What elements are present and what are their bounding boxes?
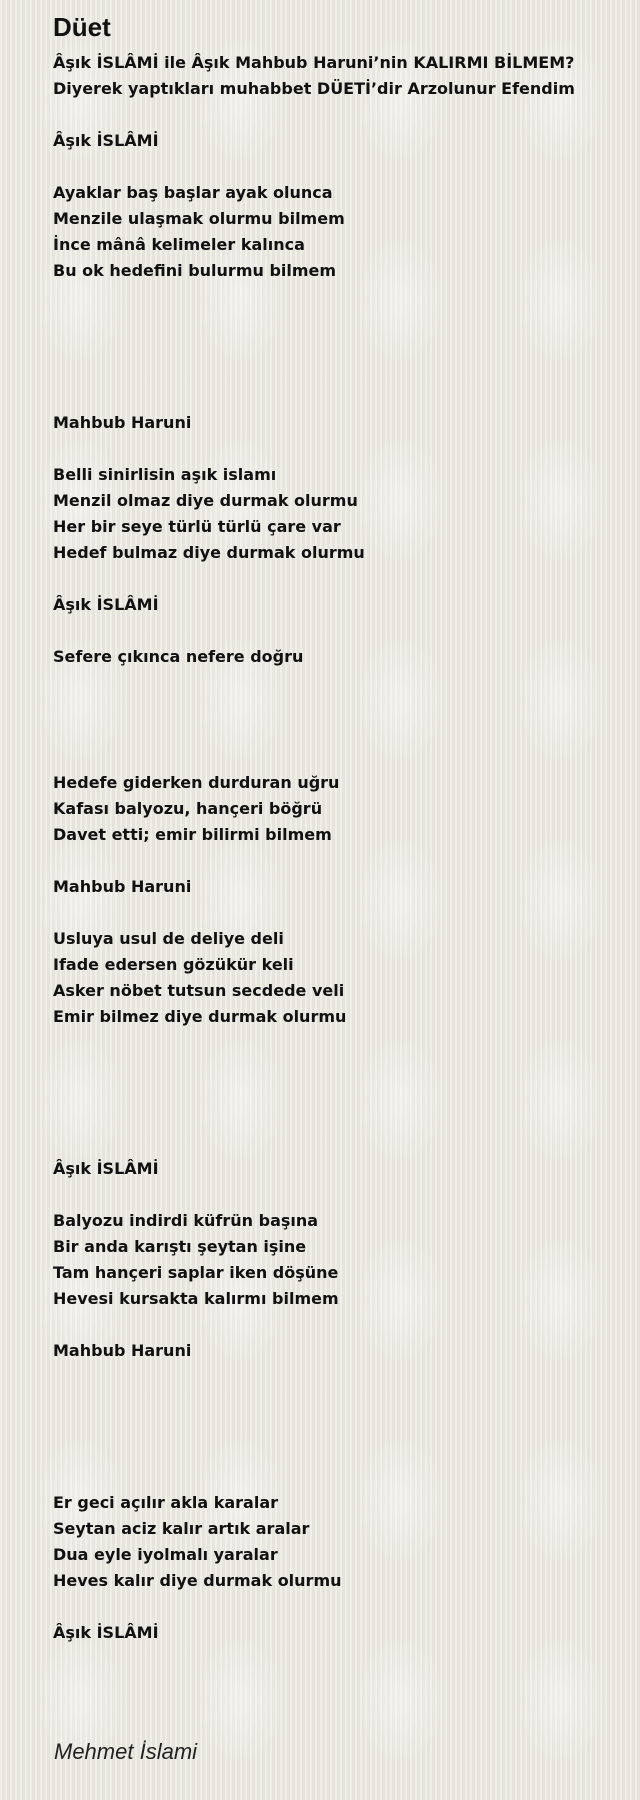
poem-line: Hedefe giderken durduran uğru xyxy=(53,773,340,792)
speaker-label: Mahbub Haruni xyxy=(53,413,192,432)
author-signature: Mehmet İslami xyxy=(54,1739,198,1764)
poem-line: Asker nöbet tutsun secdede veli xyxy=(53,981,345,1000)
poem-line: Tam hançeri saplar iken döşüne xyxy=(53,1263,339,1282)
poem-line: Heves kalır diye durmak olurmu xyxy=(53,1571,342,1590)
poem-line: Er geci açılır akla karalar xyxy=(53,1493,279,1512)
speaker-label: Âşık İSLÂMİ xyxy=(53,1159,159,1178)
poem-line: Her bir seye türlü türlü çare var xyxy=(53,517,341,536)
poem-line: Emir bilmez diye durmak olurmu xyxy=(53,1007,347,1026)
poem-line: İnce mânâ kelimeler kalınca xyxy=(53,235,305,254)
speaker-label: Mahbub Haruni xyxy=(53,1341,192,1360)
poem-line: Belli sinirlisin aşık islamı xyxy=(53,465,277,484)
poem-line: Ayaklar baş başlar ayak olunca xyxy=(53,183,333,202)
poem-line: Menzile ulaşmak olurmu bilmem xyxy=(53,209,345,228)
poem-line: Hevesi kursakta kalırmı bilmem xyxy=(53,1289,339,1308)
poem-line: Balyozu indirdi küfrün başına xyxy=(53,1211,319,1230)
poem-line: Usluya usul de deliye deli xyxy=(53,929,284,948)
poem-line: Seytan aciz kalır artık aralar xyxy=(53,1519,310,1538)
poem-line: Davet etti; emir bilirmi bilmem xyxy=(53,825,332,844)
poem-line: Kafası balyozu, hançeri böğrü xyxy=(53,799,323,818)
speaker-label: Mahbub Haruni xyxy=(53,877,192,896)
poem-title: Düet xyxy=(53,12,111,42)
speaker-label: Âşık İSLÂMİ xyxy=(53,595,159,614)
poem-line: Bu ok hedefini bulurmu bilmem xyxy=(53,261,337,280)
poem-line: Ifade edersen gözükür keli xyxy=(53,955,294,974)
speaker-label: Âşık İSLÂMİ xyxy=(53,131,159,150)
poem-intro: Âşık İSLÂMİ ile Âşık Mahbub Haruni’nin KALIRMI BİLMEM? Diyerek yaptıkları muhabbet DÜETİ’dir Arzolunur Efendim xyxy=(53,53,575,98)
poem-line: Bir anda karıştı şeytan işine xyxy=(53,1237,307,1256)
poem-line: Menzil olmaz diye durmak olurmu xyxy=(53,491,358,510)
poem-line: Hedef bulmaz diye durmak olurmu xyxy=(53,543,365,562)
poem-line: Sefere çıkınca nefere doğru xyxy=(53,647,304,666)
speaker-label: Âşık İSLÂMİ xyxy=(53,1623,159,1642)
poem-line: Dua eyle iyolmalı yaralar xyxy=(53,1545,278,1564)
